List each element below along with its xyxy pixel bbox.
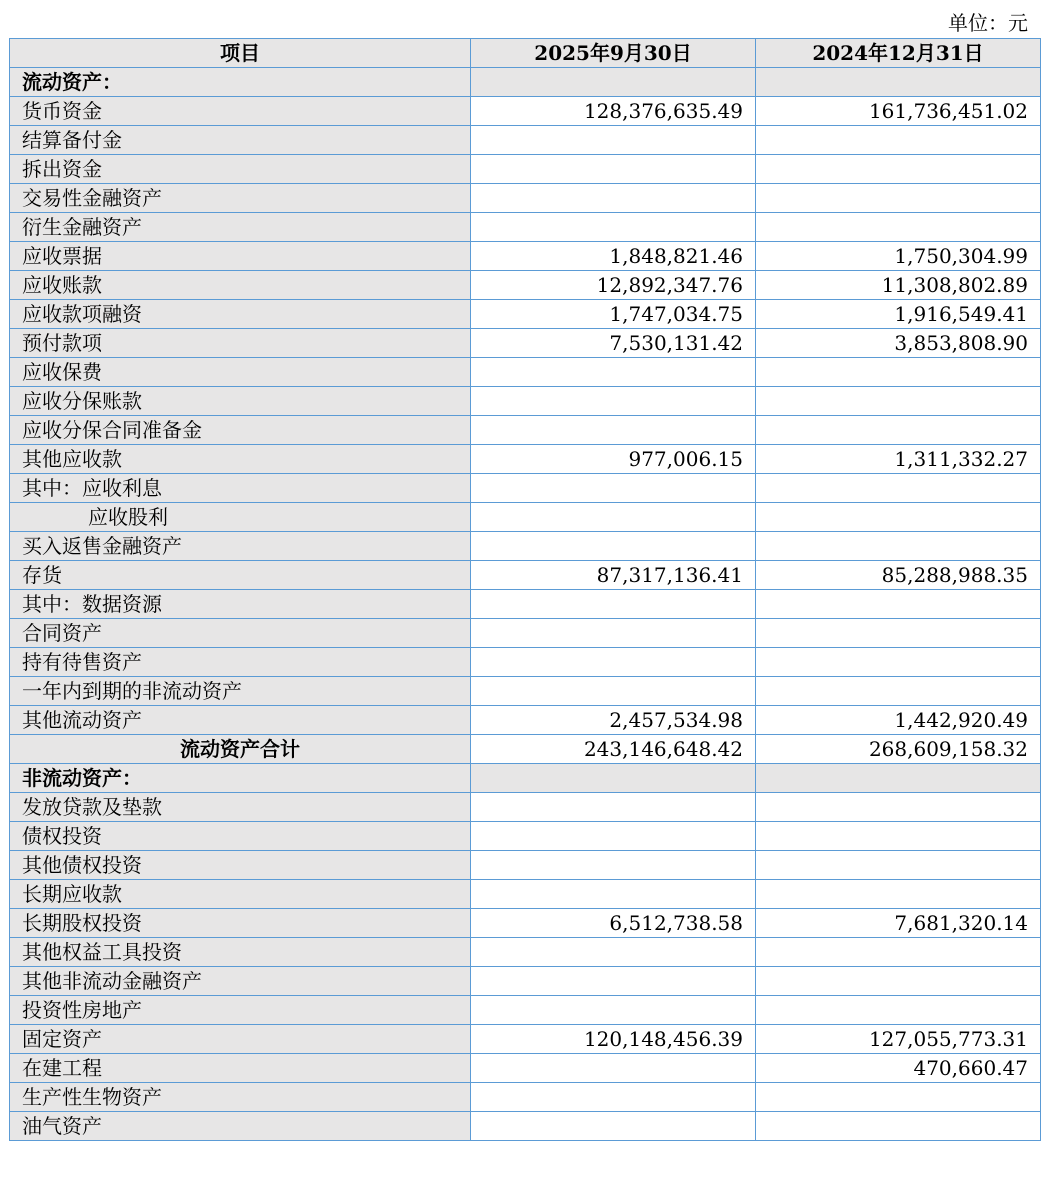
table-row (10, 300, 1041, 329)
table-row (10, 416, 1041, 445)
row-value-2025 (471, 213, 756, 242)
table-row (10, 909, 1041, 938)
balance-sheet-table (9, 38, 1041, 1141)
row-label: 其中：应收利息 (10, 474, 471, 503)
row-value-2024 (756, 793, 1041, 822)
row-value-2024 (756, 851, 1041, 880)
row-value-2025 (471, 764, 756, 793)
table-row (10, 677, 1041, 706)
row-label: 债权投资 (10, 822, 471, 851)
row-label: 预付款项 (10, 329, 471, 358)
row-label: 存货 (10, 561, 471, 590)
table-row (10, 358, 1041, 387)
table-row (10, 1054, 1041, 1083)
row-label: 在建工程 (10, 1054, 471, 1083)
row-label: 应收分保账款 (10, 387, 471, 416)
row-value-2024: 161,736,451.02 (756, 97, 1041, 126)
row-label: 发放贷款及垫款 (10, 793, 471, 822)
row-label: 应收账款 (10, 271, 471, 300)
table-row (10, 242, 1041, 271)
row-value-2025 (471, 503, 756, 532)
table-header-row (10, 39, 1041, 68)
row-label: 其他应收款 (10, 445, 471, 474)
row-value-2024 (756, 677, 1041, 706)
header-item: 项目 (10, 39, 471, 68)
table-row (10, 619, 1041, 648)
row-label: 长期股权投资 (10, 909, 471, 938)
row-value-2024 (756, 648, 1041, 677)
row-value-2025 (471, 474, 756, 503)
table-row (10, 822, 1041, 851)
row-value-2025 (471, 938, 756, 967)
row-value-2024: 1,442,920.49 (756, 706, 1041, 735)
row-value-2025 (471, 126, 756, 155)
table-row (10, 1083, 1041, 1112)
row-value-2025: 7,530,131.42 (471, 329, 756, 358)
row-value-2024: 127,055,773.31 (756, 1025, 1041, 1054)
row-value-2024 (756, 938, 1041, 967)
row-value-2024: 470,660.47 (756, 1054, 1041, 1083)
row-value-2024 (756, 184, 1041, 213)
row-label: 生产性生物资产 (10, 1083, 471, 1112)
row-label: 应收款项融资 (10, 300, 471, 329)
row-value-2024 (756, 590, 1041, 619)
row-value-2024 (756, 996, 1041, 1025)
table-row (10, 68, 1041, 97)
row-value-2025: 1,848,821.46 (471, 242, 756, 271)
row-value-2025 (471, 590, 756, 619)
table-row (10, 1025, 1041, 1054)
row-label: 长期应收款 (10, 880, 471, 909)
row-value-2024: 7,681,320.14 (756, 909, 1041, 938)
table-row (10, 1112, 1041, 1141)
row-value-2025 (471, 416, 756, 445)
table-row (10, 793, 1041, 822)
table-row (10, 648, 1041, 677)
row-value-2024 (756, 1083, 1041, 1112)
row-value-2024: 11,308,802.89 (756, 271, 1041, 300)
table-row (10, 996, 1041, 1025)
row-value-2025 (471, 677, 756, 706)
row-value-2025 (471, 996, 756, 1025)
table-row (10, 387, 1041, 416)
row-value-2025: 87,317,136.41 (471, 561, 756, 590)
row-value-2024: 1,916,549.41 (756, 300, 1041, 329)
row-value-2025 (471, 967, 756, 996)
table-row (10, 532, 1041, 561)
row-label: 应收分保合同准备金 (10, 416, 471, 445)
row-value-2024 (756, 764, 1041, 793)
row-value-2024 (756, 213, 1041, 242)
table-row (10, 97, 1041, 126)
unit-label: 单位：元 (948, 11, 1028, 35)
row-label: 其中：数据资源 (10, 590, 471, 619)
row-value-2025 (471, 880, 756, 909)
row-value-2025: 128,376,635.49 (471, 97, 756, 126)
row-value-2024 (756, 126, 1041, 155)
row-label: 非流动资产： (10, 764, 471, 793)
row-value-2025: 6,512,738.58 (471, 909, 756, 938)
row-value-2024: 1,311,332.27 (756, 445, 1041, 474)
row-value-2024 (756, 532, 1041, 561)
row-label: 衍生金融资产 (10, 213, 471, 242)
row-value-2025 (471, 648, 756, 677)
table-row (10, 271, 1041, 300)
row-label: 固定资产 (10, 1025, 471, 1054)
row-label: 结算备付金 (10, 126, 471, 155)
row-label: 投资性房地产 (10, 996, 471, 1025)
row-value-2025: 977,006.15 (471, 445, 756, 474)
row-label: 其他流动资产 (10, 706, 471, 735)
table-row (10, 126, 1041, 155)
table-row (10, 213, 1041, 242)
row-value-2024 (756, 619, 1041, 648)
row-label: 合同资产 (10, 619, 471, 648)
row-value-2024 (756, 358, 1041, 387)
row-value-2025: 2,457,534.98 (471, 706, 756, 735)
row-value-2024 (756, 387, 1041, 416)
table-row (10, 474, 1041, 503)
row-value-2024 (756, 68, 1041, 97)
row-value-2025 (471, 387, 756, 416)
row-label: 流动资产合计 (10, 735, 471, 764)
row-value-2025 (471, 822, 756, 851)
table-row (10, 938, 1041, 967)
row-value-2025 (471, 1083, 756, 1112)
row-label: 持有待售资产 (10, 648, 471, 677)
row-value-2024 (756, 503, 1041, 532)
table-row (10, 184, 1041, 213)
row-value-2025 (471, 358, 756, 387)
row-value-2025 (471, 851, 756, 880)
row-value-2025 (471, 155, 756, 184)
table-row-total (10, 735, 1041, 764)
table-row (10, 706, 1041, 735)
row-label: 其他非流动金融资产 (10, 967, 471, 996)
header-col-2025-09-30: 2025年9月30日 (471, 39, 756, 68)
row-value-2025 (471, 793, 756, 822)
row-label: 应收股利 (10, 503, 471, 532)
table-row (10, 967, 1041, 996)
table-row (10, 503, 1041, 532)
row-label: 应收票据 (10, 242, 471, 271)
table-row (10, 851, 1041, 880)
row-label: 买入返售金融资产 (10, 532, 471, 561)
row-value-2025 (471, 532, 756, 561)
row-value-2025: 243,146,648.42 (471, 735, 756, 764)
row-value-2025: 1,747,034.75 (471, 300, 756, 329)
row-value-2025 (471, 68, 756, 97)
row-label: 拆出资金 (10, 155, 471, 184)
row-label: 其他权益工具投资 (10, 938, 471, 967)
row-value-2024 (756, 416, 1041, 445)
row-label: 应收保费 (10, 358, 471, 387)
table-row (10, 561, 1041, 590)
table-row (10, 329, 1041, 358)
row-label: 油气资产 (10, 1112, 471, 1141)
row-value-2024 (756, 822, 1041, 851)
row-value-2024 (756, 155, 1041, 184)
row-value-2024: 85,288,988.35 (756, 561, 1041, 590)
row-value-2024: 3,853,808.90 (756, 329, 1041, 358)
row-value-2025 (471, 619, 756, 648)
row-value-2025 (471, 1054, 756, 1083)
row-label: 货币资金 (10, 97, 471, 126)
table-row (10, 764, 1041, 793)
row-value-2025 (471, 184, 756, 213)
row-value-2024: 1,750,304.99 (756, 242, 1041, 271)
table-row (10, 155, 1041, 184)
row-value-2024: 268,609,158.32 (756, 735, 1041, 764)
row-label: 一年内到期的非流动资产 (10, 677, 471, 706)
row-value-2024 (756, 1112, 1041, 1141)
row-value-2024 (756, 967, 1041, 996)
row-value-2025: 120,148,456.39 (471, 1025, 756, 1054)
header-col-2024-12-31: 2024年12月31日 (756, 39, 1041, 68)
row-value-2024 (756, 474, 1041, 503)
row-value-2025 (471, 1112, 756, 1141)
row-label: 其他债权投资 (10, 851, 471, 880)
row-value-2025: 12,892,347.76 (471, 271, 756, 300)
row-value-2024 (756, 880, 1041, 909)
table-row (10, 590, 1041, 619)
row-label: 流动资产： (10, 68, 471, 97)
table-row (10, 880, 1041, 909)
row-label: 交易性金融资产 (10, 184, 471, 213)
table-row (10, 445, 1041, 474)
